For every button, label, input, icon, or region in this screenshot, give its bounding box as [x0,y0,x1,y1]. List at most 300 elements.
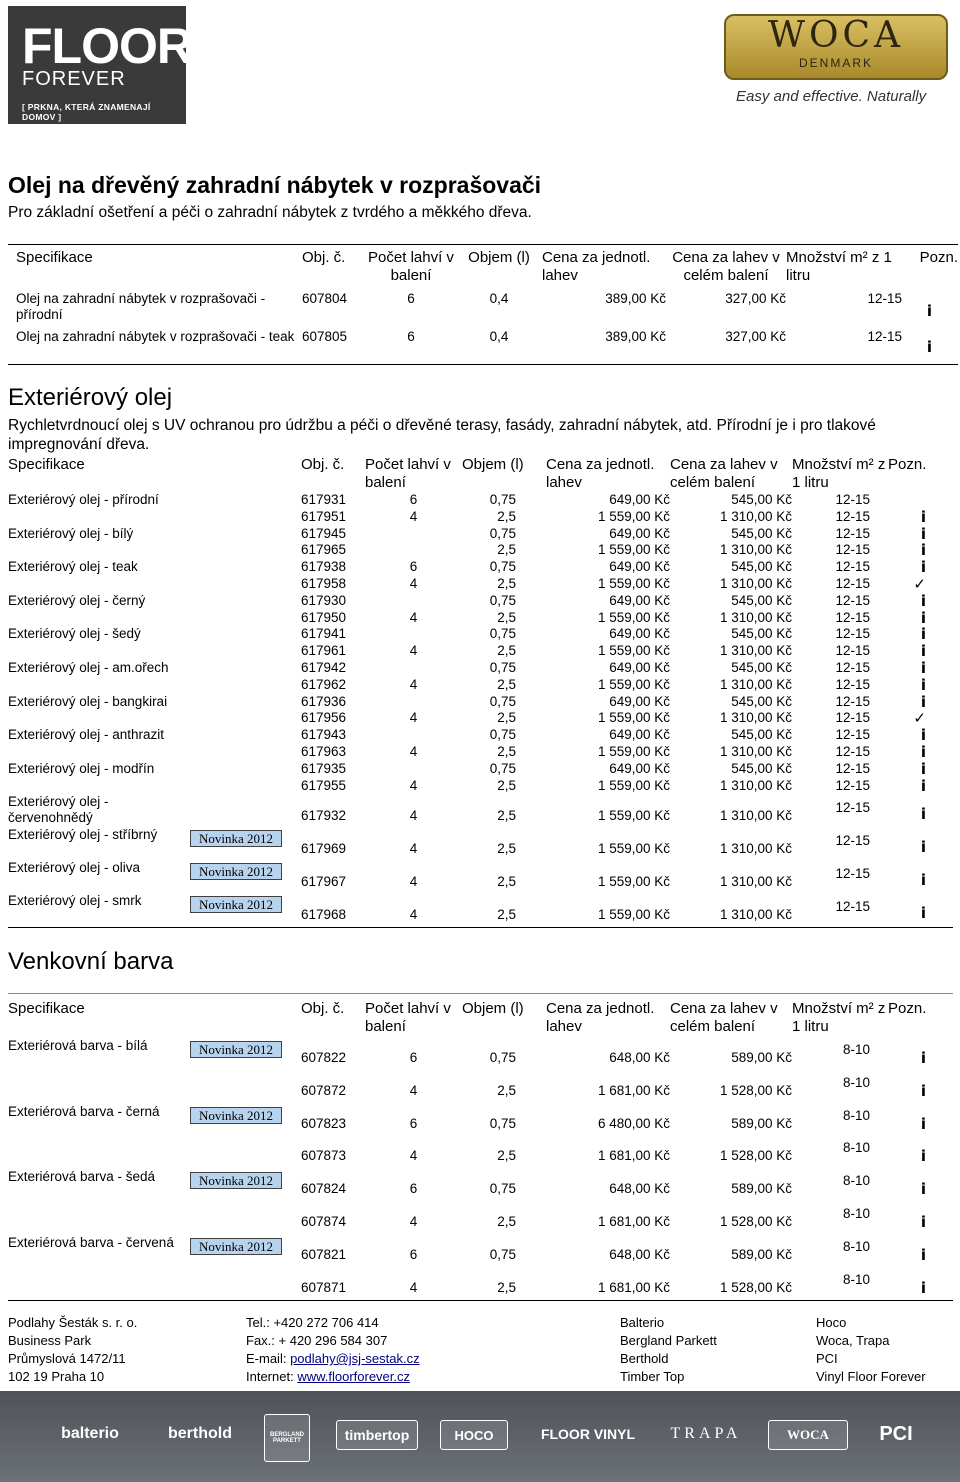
cell-unit-price: 649,00 Kč [609,659,670,675]
cell-spec: Olej na zahradní nábytek v rozprašovači - přírodní [16,291,266,322]
cell-obj: 617956 [301,710,347,726]
cell-volume: 0,75 [489,492,516,507]
cell-pack-price: 545,00 Kč [731,727,792,743]
checkmark-icon[interactable]: ✓ [913,574,926,593]
info-icon[interactable]: i [920,524,926,543]
info-icon[interactable]: i [920,541,926,560]
info-icon[interactable]: i [920,1081,926,1100]
cell-unit-price: 1 559,00 Kč [597,743,670,759]
table-row [8,542,952,559]
cell-area: 12-15 [835,542,870,558]
footer-brand: Vinyl Floor Forever [816,1369,926,1384]
cell-area: 12-15 [867,291,902,306]
table-row [8,1268,952,1301]
col-header-volume: Objem (l) [468,249,530,266]
table-row [8,1202,952,1235]
new-2012-badge: Novinka 2012 [190,1041,282,1058]
cell-unit-price: 1 681,00 Kč [597,1082,670,1098]
floor-forever-logo [8,6,192,124]
cell-count: 4 [409,1279,418,1295]
cell-spec: Olej na zahradní nábytek v rozprašovači - teak [16,329,295,344]
cell-spec: Exteriérový olej - bangkirai [8,693,168,709]
cell-volume: 0,75 [489,760,516,776]
footer-web-link[interactable]: www.floorforever.cz [297,1369,411,1384]
table-row [8,660,952,677]
cell-obj: 617936 [301,693,347,709]
cell-unit-price: 649,00 Kč [609,727,670,743]
footer-brand: Timber Top [620,1369,685,1384]
cell-unit-price: 1 681,00 Kč [597,1279,670,1295]
cell-pack-price: 1 528,00 Kč [719,1148,792,1164]
footer-brand: PCI [816,1351,838,1366]
table-header-row [8,456,952,492]
brand-logo-trapa: TRAPA [670,1425,742,1442]
info-icon[interactable]: i [920,742,926,761]
section3-title: Venkovní barva [8,948,174,975]
info-icon[interactable]: i [920,1147,926,1166]
footer-phone: Tel.: +420 272 706 414 [246,1315,379,1330]
col-header-unit-price: Cena za jednotl. lahev [546,1000,655,1035]
cell-obj: 617969 [301,841,347,857]
cell-obj: 617951 [301,508,347,524]
cell-pack-price: 1 310,00 Kč [719,508,792,524]
cell-area: 8-10 [842,1042,870,1057]
cell-count: 4 [409,907,418,923]
cell-area: 12-15 [867,329,902,344]
info-icon[interactable]: i [926,302,932,320]
cell-spec: Exteriérový olej - am.ořech [8,659,169,675]
new-2012-badge: Novinka 2012 [190,863,282,880]
cell-spec [8,710,301,727]
cell-obj: 617945 [301,525,347,541]
cell-volume: 2,5 [497,542,516,558]
col-header-pack-price: Cena za lahev v celém balení [670,1000,778,1035]
table-header-row [8,1000,952,1038]
cell-pack-price: 1 310,00 Kč [719,643,792,659]
cell-unit-price: 649,00 Kč [609,693,670,709]
cell-obj: 617943 [301,727,347,743]
info-icon[interactable]: i [920,608,926,627]
cell-unit-price: 1 559,00 Kč [597,710,670,726]
cell-count: 4 [409,777,418,793]
cell-pack-price: 327,00 Kč [725,291,786,306]
col-header-obj: Obj. č. [301,1000,345,1017]
footer-company [8,1314,137,1386]
cell-area: 12-15 [835,676,870,692]
info-icon[interactable]: i [920,507,926,526]
cell-obj: 617958 [301,575,347,591]
cell-count: 4 [409,743,418,759]
col-header-pack-price: Cena za lahev v celém balení [672,249,780,284]
cell-area: 12-15 [835,508,870,524]
cell-volume: 2,5 [497,575,516,591]
cell-pack-price: 545,00 Kč [731,525,792,541]
cell-count [365,542,462,559]
info-icon[interactable]: i [920,591,926,610]
cell-unit-price: 1 559,00 Kč [597,643,670,659]
table-row [8,492,952,509]
cell-volume: 2,5 [497,874,516,890]
cell-count [365,660,462,677]
cell-pack-price: 1 310,00 Kč [719,743,792,759]
footer-brand: Berthold [620,1351,669,1366]
logo-text-forever: FOREVER [22,68,126,90]
cell-unit-price: 1 681,00 Kč [597,1148,670,1164]
new-2012-badge: Novinka 2012 [190,1107,282,1124]
cell-pack-price: 1 310,00 Kč [719,907,792,923]
info-icon[interactable]: i [920,642,926,661]
col-header-count: Počet lahví v balení [365,1000,451,1035]
cell-area: 8-10 [842,1173,870,1189]
cell-spec-label: Exteriérová barva - bílá [8,1038,148,1053]
cell-pack-price: 545,00 Kč [731,626,792,642]
col-header-obj: Obj. č. [301,456,345,473]
cell-obj: 617963 [301,743,347,759]
cell-unit-price: 649,00 Kč [609,760,670,776]
footer-web-row [246,1368,420,1386]
table-row [8,526,952,543]
cell-area: 12-15 [835,899,870,915]
cell-pack-price: 589,00 Kč [731,1246,792,1262]
cell-pack-price: 1 310,00 Kč [719,777,792,793]
cell-unit-price: 1 559,00 Kč [597,542,670,558]
cell-volume: 2,5 [497,841,516,857]
cell-count: 6 [407,291,415,306]
info-icon[interactable]: i [920,1114,926,1133]
section2-table [8,456,952,926]
col-header-unit-price: Cena za jednotl. lahev [546,456,655,491]
cell-pack-price: 1 310,00 Kč [719,676,792,692]
cell-volume: 0,75 [489,525,516,541]
cell-spec [8,860,301,893]
checkmark-icon[interactable]: ✓ [913,709,926,728]
cell-spec [8,509,301,526]
section3-table-bottom-rule [8,1300,953,1301]
footer-brands-col2 [816,1314,926,1386]
section1-table-bottom-rule [8,364,958,365]
logo-tagline: [ PRKNA, KTERÁ ZNAMENAJÍ DOMOV ] [22,102,151,122]
col-header-spec: Specifikace [16,249,93,266]
woca-denmark-logo [724,14,948,80]
footer-email-link[interactable]: podlahy@jsj-sestak.cz [290,1351,420,1366]
cell-spec-label: Exteriérový olej - stříbrný [8,827,158,843]
cell-pack-price: 1 310,00 Kč [719,542,792,558]
col-header-unit-price: Cena za jednotl. lahev [542,249,651,284]
cell-obj: 607871 [301,1279,347,1295]
col-header-volume: Objem (l) [462,456,524,473]
cell-pack-price: 1 310,00 Kč [719,710,792,726]
info-icon[interactable]: i [926,338,932,356]
cell-unit-price: 1 559,00 Kč [597,841,670,857]
cell-pack-price: 545,00 Kč [731,659,792,675]
cell-spec: Exteriérový olej - anthrazit [8,727,165,743]
cell-count: 4 [409,609,418,625]
table-row [8,1104,952,1137]
cell-area: 12-15 [835,760,870,776]
table-row [16,325,958,361]
cell-obj: 617930 [301,592,347,608]
cell-unit-price: 1 559,00 Kč [597,508,670,524]
section2-description: Rychletvrdnoucí olej s UV ochranou pro údržbu a péči o dřevěné terasy, fasády, zahradní nábytek, atd. Přírodní je i pro tlakové impregnování dřeva. [8,417,876,453]
cell-area: 12-15 [835,727,870,743]
table-row [8,610,952,627]
col-header-spec: Specifikace [8,1000,85,1017]
col-header-count: Počet lahví v balení [365,456,451,491]
info-icon[interactable]: i [920,776,926,795]
cell-area: 8-10 [842,1271,870,1287]
cell-volume: 0,75 [489,1181,516,1197]
cell-volume: 2,5 [497,1213,516,1229]
cell-count: 4 [409,1213,418,1229]
cell-spec [8,542,301,559]
table-row [8,827,952,860]
table-row [8,860,952,893]
cell-unit-price: 1 559,00 Kč [597,907,670,923]
table-row [8,710,952,727]
cell-pack-price: 1 310,00 Kč [719,575,792,591]
section3-table-top-rule [8,993,953,994]
cell-unit-price: 389,00 Kč [605,329,666,344]
cell-volume: 2,5 [497,777,516,793]
table-row [8,1136,952,1169]
info-icon[interactable]: i [920,838,926,857]
cell-spec [8,893,301,926]
brand-logo-berthold: berthold [168,1425,232,1442]
cell-pack-price: 1 310,00 Kč [719,808,792,824]
cell-count: 4 [409,1082,418,1098]
info-icon[interactable]: i [920,871,926,890]
section1-title: Olej na dřevěný zahradní nábytek v rozprašovači [8,172,542,198]
cell-area: 12-15 [835,575,870,591]
cell-spec-label: Exteriérová barva - černá [8,1103,160,1119]
cell-area: 12-15 [835,609,870,625]
cell-spec [8,610,301,627]
cell-count: 4 [409,643,418,659]
info-icon[interactable]: i [920,1278,926,1297]
new-2012-badge: Novinka 2012 [190,896,282,913]
cell-count: 6 [409,492,418,507]
cell-pack-price: 545,00 Kč [731,492,792,507]
cell-obj: 617965 [301,542,347,558]
col-header-area: Množství m² z 1 litru [792,456,886,491]
cell-spec [8,794,301,827]
info-icon[interactable]: i [920,658,926,677]
cell-spec [8,1202,301,1235]
cell-pack-price: 1 528,00 Kč [719,1082,792,1098]
table-row [8,778,952,795]
cell-area: 8-10 [842,1140,870,1156]
cell-obj: 607805 [302,329,348,344]
table-row [8,893,952,926]
cell-count: 4 [409,575,418,591]
info-icon[interactable]: i [920,692,926,711]
cell-spec [8,1169,301,1202]
brand-logo-hoco: HOCO [440,1420,508,1450]
cell-area: 12-15 [835,833,870,849]
cell-volume: 0,75 [489,659,516,675]
table-row [8,677,952,694]
cell-spec [8,1071,301,1104]
brand-logo-bergland-parkett: BERGLAND PARKETT [264,1414,310,1462]
cell-spec-label: Exteriérová barva - červená [8,1234,174,1250]
cell-area: 8-10 [842,1074,870,1090]
col-header-spec: Specifikace [8,456,85,473]
cell-count [365,526,462,543]
cell-obj: 607824 [301,1181,347,1197]
cell-volume: 2,5 [497,1279,516,1295]
cell-count [365,694,462,711]
cell-volume: 2,5 [497,508,516,524]
cell-count: 4 [409,808,418,824]
footer-brands-col1 [620,1314,717,1386]
info-icon[interactable]: i [920,726,926,745]
cell-count: 6 [409,1050,418,1065]
cell-obj: 617955 [301,777,347,793]
info-icon[interactable]: i [920,558,926,577]
cell-spec: Exteriérový olej - teak [8,559,138,575]
brand-logo-floor-vinyl: FLOOR VINYL [540,1426,636,1442]
col-header-note: Pozn. [888,1000,927,1017]
table-row [8,794,952,827]
woca-tagline: Easy and effective. Naturally [736,88,927,105]
table-row [8,643,952,660]
cell-spec: Exteriérový olej - modřín [8,760,155,776]
cell-volume: 2,5 [497,1148,516,1164]
cell-unit-price: 1 559,00 Kč [597,808,670,824]
cell-count: 4 [409,841,418,857]
cell-pack-price: 589,00 Kč [731,1181,792,1197]
table-row [8,761,952,778]
cell-unit-price: 648,00 Kč [609,1181,670,1197]
cell-unit-price: 649,00 Kč [609,559,670,575]
cell-obj: 617961 [301,643,347,659]
cell-volume: 0,4 [489,291,509,306]
info-icon[interactable]: i [920,1212,926,1231]
col-header-volume: Objem (l) [462,1000,524,1017]
cell-unit-price: 1 559,00 Kč [597,609,670,625]
info-icon[interactable]: i [920,1180,926,1199]
cell-spec-label: Exteriérová barva - šedá [8,1169,156,1185]
cell-volume: 2,5 [497,643,516,659]
footer-address-line: Průmyslová 1472/11 [8,1351,126,1366]
info-icon[interactable]: i [920,1245,926,1264]
cell-spec [8,778,301,795]
cell-spec [8,744,301,761]
cell-spec [8,1038,301,1071]
cell-count [365,727,462,744]
footer-brand: Woca, Trapa [816,1333,890,1348]
cell-volume: 2,5 [497,907,516,923]
cell-spec-label: Exteriérový olej - oliva [8,860,141,876]
cell-unit-price: 649,00 Kč [609,525,670,541]
cell-volume: 0,75 [489,592,516,608]
section1-table [16,249,958,361]
table-row [8,509,952,526]
footer-contact [246,1314,420,1386]
table-row [8,694,952,711]
col-header-area: Množství m² z 1 litru [792,1000,886,1035]
cell-area: 12-15 [835,710,870,726]
cell-pack-price: 1 310,00 Kč [719,841,792,857]
table-row [8,1071,952,1104]
table-row [8,559,952,576]
cell-area: 12-15 [835,592,870,608]
section1-subtitle: Pro základní ošetření a péči o zahradní nábytek z tvrdého a měkkého dřeva. [8,204,532,221]
info-icon[interactable]: i [920,805,926,824]
cell-pack-price: 545,00 Kč [731,592,792,608]
cell-unit-price: 649,00 Kč [609,592,670,608]
cell-spec: Exteriérový olej - bílý [8,525,134,541]
table-row [8,1235,952,1268]
cell-obj: 617968 [301,907,347,923]
cell-pack-price: 545,00 Kč [731,760,792,776]
cell-area: 12-15 [835,525,870,541]
info-icon[interactable]: i [920,904,926,923]
section2-title: Exteriérový olej [8,384,173,411]
cell-count: 4 [409,874,418,890]
new-2012-badge: Novinka 2012 [190,1238,282,1255]
cell-spec: Exteriérový olej - šedý [8,626,141,642]
cell-area: 12-15 [835,777,870,793]
cell-spec [8,1104,301,1137]
cell-obj: 617931 [301,492,347,507]
cell-pack-price: 1 528,00 Kč [719,1213,792,1229]
cell-volume: 0,75 [489,727,516,743]
table-row [8,727,952,744]
info-icon[interactable]: i [920,1049,926,1067]
footer-fax: Fax.: + 420 296 584 307 [246,1333,388,1348]
cell-pack-price: 327,00 Kč [725,329,786,344]
footer-email-label: E-mail: [246,1351,291,1366]
cell-unit-price: 649,00 Kč [609,492,670,507]
cell-volume: 2,5 [497,676,516,692]
cell-unit-price: 389,00 Kč [605,291,666,306]
cell-area: 12-15 [835,643,870,659]
section2-table-bottom-rule [8,927,953,928]
info-icon[interactable]: i [920,759,926,778]
section1-table-top-rule [8,244,958,245]
cell-obj: 607823 [301,1115,347,1131]
cell-unit-price: 1 681,00 Kč [597,1213,670,1229]
cell-volume: 2,5 [497,710,516,726]
woca-logo-text: WOCA [767,15,905,56]
cell-unit-price: 1 559,00 Kč [597,676,670,692]
cell-spec [8,1268,301,1301]
cell-volume: 0,75 [489,693,516,709]
cell-count: 4 [409,1148,418,1164]
cell-area: 12-15 [835,693,870,709]
cell-pack-price: 1 528,00 Kč [719,1279,792,1295]
info-icon[interactable]: i [920,675,926,694]
table-row [8,744,952,761]
cell-area: 8-10 [842,1107,870,1123]
cell-count: 4 [409,710,418,726]
cell-count: 6 [409,1115,418,1131]
cell-obj: 617932 [301,808,347,824]
cell-area: 12-15 [835,800,870,816]
cell-area: 8-10 [842,1205,870,1221]
info-icon[interactable]: i [920,625,926,644]
brand-logo-balterio: balterio [61,1425,119,1442]
cell-count: 6 [409,559,418,575]
cell-obj: 617941 [301,626,347,642]
cell-spec [8,643,301,660]
cell-area: 12-15 [835,743,870,759]
cell-area: 12-15 [835,866,870,882]
col-header-note: Pozn. [919,249,958,266]
section3-table [8,1000,952,1300]
cell-count: 6 [407,329,415,344]
